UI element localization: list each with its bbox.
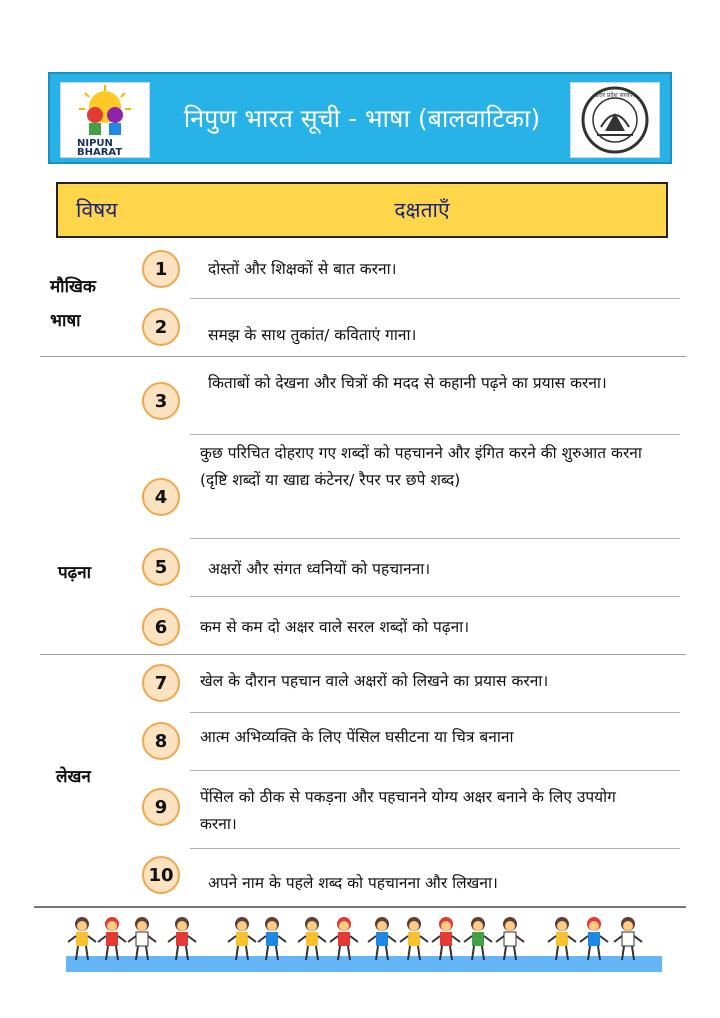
nipun-logo-text: NIPUN BHARAT [77,138,123,158]
item-number-badge: 4 [142,478,180,516]
section-divider [40,356,686,357]
section-divider [40,654,686,655]
children-holding-hands-illustration [68,912,658,970]
row-divider [190,848,680,849]
header-banner [48,72,672,164]
item-number-badge: 7 [142,664,180,702]
item-text: दोस्तों और शिक्षकों से बात करना। [208,260,397,278]
footer-divider [34,906,686,908]
item-number-badge: 5 [142,548,180,586]
item-number-badge: 10 [142,856,180,894]
item-text: कम से कम दो अक्षर वाले सरल शब्दों को पढ़ना। [200,618,470,636]
item-text: समझ के साथ तुकांत/ कविताएं गाना। [208,326,417,344]
item-number-badge: 6 [142,608,180,646]
svg-text:उत्तर प्रदेश सरकार: उत्तर प्रदेश सरकार [595,92,635,99]
table-header [56,182,668,238]
section-label-reading: पढ़ना [58,563,92,583]
section-label-writing: लेखन [56,767,91,787]
item-number-badge: 9 [142,788,180,826]
section-label-oral-language: मौखिक भाषा [50,277,96,331]
item-number-badge: 3 [142,382,180,420]
item-number-badge: 1 [142,250,180,288]
item-text: पेंसिल को ठीक से पकड़ना और पहचानने योग्य अक्षर बनाने के लिए उपयोग करना। [200,788,616,833]
row-divider [190,712,680,713]
subject-column-header: विषय [76,198,118,222]
row-divider [190,298,680,299]
item-number-badge: 2 [142,308,180,346]
nipun-bharat-logo [60,82,150,158]
item-text: अक्षरों और संगत ध्वनियों को पहचानना। [208,560,431,578]
item-text: अपने नाम के पहले शब्द को पहचानना और लिखना। [208,874,498,892]
row-divider [190,770,680,771]
row-divider [190,538,680,539]
up-government-seal [570,82,660,158]
page-title: निपुण भारत सूची - भाषा (बालवाटिका) [183,104,541,133]
item-text: आत्म अभिव्यक्ति के लिए पेंसिल घसीटना या चित्र बनाना [200,728,514,746]
item-text: कुछ परिचित दोहराए गए शब्दों को पहचानने और इंगित करने की शुरुआत करना (दृष्टि शब्दों या खाद्य कंटेनर/ रैपर पर छपे शब्द) [200,444,642,489]
item-text: खेल के दौरान पहचान वाले अक्षरों को लिखने का प्रयास करना। [200,672,549,690]
item-text: किताबों को देखना और चित्रों की मदद से कहानी पढ़ने का प्रयास करना। [208,374,607,392]
row-divider [190,434,680,435]
competencies-column-header: दक्षताएँ [394,198,450,222]
seal-icon [571,83,659,157]
item-number-badge: 8 [142,722,180,760]
row-divider [190,596,680,597]
